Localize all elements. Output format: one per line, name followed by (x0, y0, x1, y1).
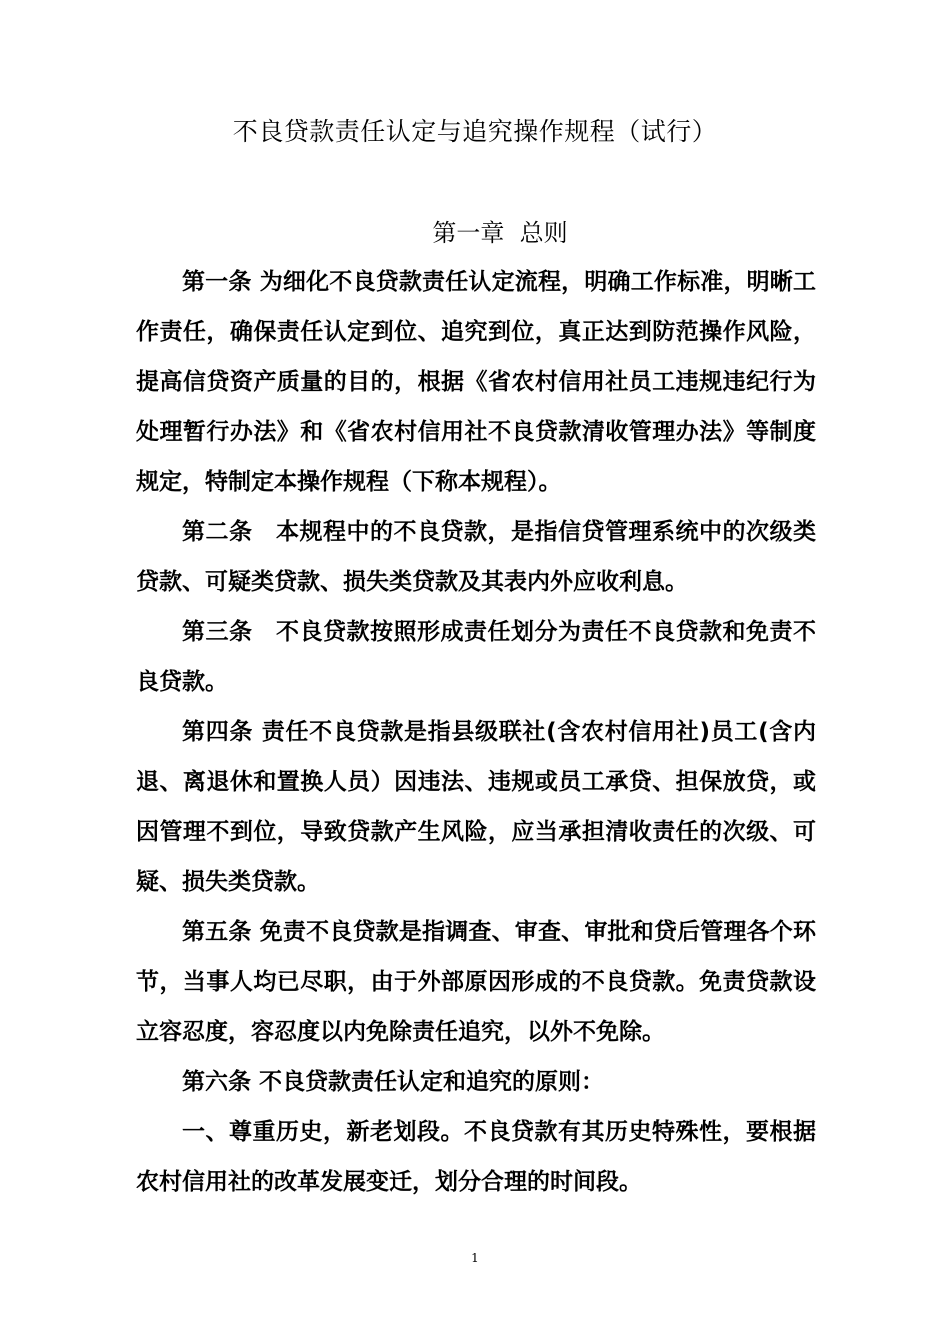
principle-1-paragraph: 一、尊重历史，新老划段。不良贷款有其历史特殊性，要根据农村信用社的改革发展变迁，划分合理的时间段。 (136, 1119, 816, 1195)
article-3-paragraph: 第三条 不良贷款按照形成责任划分为责任不良贷款和免责不良贷款。 (136, 619, 816, 695)
chapter-heading: 第一章 总则 (432, 219, 568, 247)
article-4-paragraph: 第四条 责任不良贷款是指县级联社(含农村信用社)员工(含内退、离退休和置换人员）因违法、违规或员工承贷、担保放贷，或因管理不到位，导致贷款产生风险，应当承担清收责任的次级、可疑、损失类贷款。 (136, 719, 816, 895)
document-body (136, 257, 816, 1207)
article-5-paragraph: 第五条 免责不良贷款是指调查、审查、审批和贷后管理各个环节，当事人均已尽职，由于外部原因形成的不良贷款。免责贷款设立容忍度，容忍度以内免除责任追究，以外不免除。 (136, 919, 816, 1045)
article-6-paragraph: 第六条 不良贷款责任认定和追究的原则： (182, 1069, 605, 1095)
article-1-paragraph: 第一条 为细化不良贷款责任认定流程，明确工作标准，明晰工作责任，确保责任认定到位、追究到位，真正达到防范操作风险，提高信贷资产质量的目的，根据《省农村信用社员工违规违纪行为处理暂行办法》和《省农村信用社不良贷款清收管理办法》等制度规定，特制定本操作规程（下称本规程）。 (136, 269, 816, 495)
page-number: 1 (471, 1251, 479, 1265)
article-2-paragraph: 第二条 本规程中的不良贷款，是指信贷管理系统中的次级类贷款、可疑类贷款、损失类贷款及其表内外应收利息。 (136, 519, 816, 595)
document-title: 不良贷款责任认定与追究操作规程（试行） (232, 117, 718, 146)
